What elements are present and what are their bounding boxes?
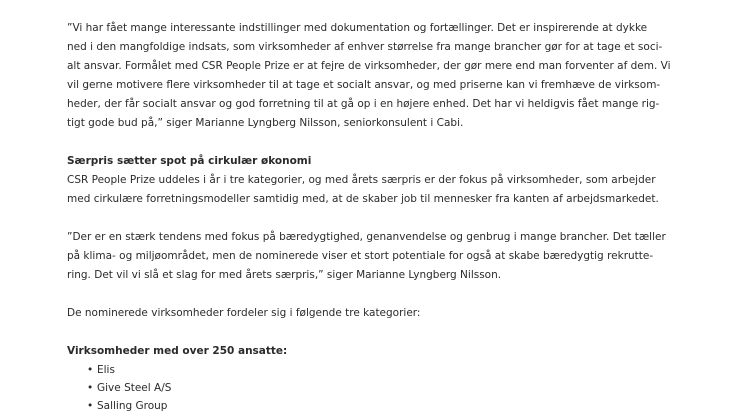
quote2-line: ”Der er en stærk tendens med fokus på bæredygtighed, genanvendelse og genbrug i mange brancher. Det tæller (67, 231, 666, 243)
quote-paragraph-1 (67, 19, 687, 133)
quote1-line: tigt gode bud på,” siger Marianne Lyngberg Nilsson, seniorkonsulent i Cabi. (67, 117, 464, 129)
quote1-line: ”Vi har fået mange interessante indstillinger med dokumentation og fortællinger. Det er inspirerende at dykke (67, 22, 648, 34)
company-name: Salling Group (97, 400, 168, 412)
quote1-line: alt ansvar. Formålet med CSR People Prize er at fejre de virksomheder, der gør mere end man forventer af dem. Vi (67, 60, 671, 72)
bullet-icon: • (87, 364, 94, 376)
quote1-line: ned i den mangfoldige indsats, som virksomheder af enhver størrelse fra mange brancher gør for at tage et soci- (67, 41, 663, 53)
section-body-line: CSR People Prize uddeles i år i tre kategorier, og med årets særpris er der fokus på virksomheder, som arbejder (67, 174, 656, 186)
document-page (67, 19, 687, 415)
section-body-paragraph (67, 171, 687, 209)
category-heading: Virksomheder med over 250 ansatte: (67, 345, 288, 357)
quote1-line: vil gerne motivere flere virksomheder til at tage et socialt ansvar, og med priserne kan vi fremhæve de virksom- (67, 79, 661, 91)
spacer (67, 323, 687, 342)
spacer (67, 133, 687, 152)
categories-intro: De nominerede virksomheder fordeler sig i følgende tre kategorier: (67, 307, 421, 319)
section-body-line: med cirkulære forretningsmodeller samtidig med, at de skaber job til mennesker fra kanten af arbejdsmarkedet. (67, 193, 659, 205)
section-heading: Særpris sætter spot på cirkulær økonomi (67, 155, 312, 167)
quote2-line: på klima- og miljøområdet, men de nominerede viser et stort potentiale for også at skabe bæredygtig rekrutte- (67, 250, 654, 262)
bullet-icon: • (87, 382, 94, 394)
company-list (67, 361, 687, 415)
list-item (67, 379, 687, 397)
list-item (67, 397, 687, 415)
company-name: Give Steel A/S (97, 382, 172, 394)
list-item (67, 361, 687, 379)
quote-paragraph-2 (67, 228, 687, 285)
spacer (67, 285, 687, 304)
company-name: Elis (97, 364, 115, 376)
quote2-line: ring. Det vil vi slå et slag for med årets særpris,” siger Marianne Lyngberg Nilsson. (67, 269, 502, 281)
quote1-line: heder, der får socialt ansvar og god forretning til at gå op i en højere enhed. Det har vi heldigvis fået mange rig- (67, 98, 660, 110)
bullet-icon: • (87, 400, 94, 412)
spacer (67, 209, 687, 228)
